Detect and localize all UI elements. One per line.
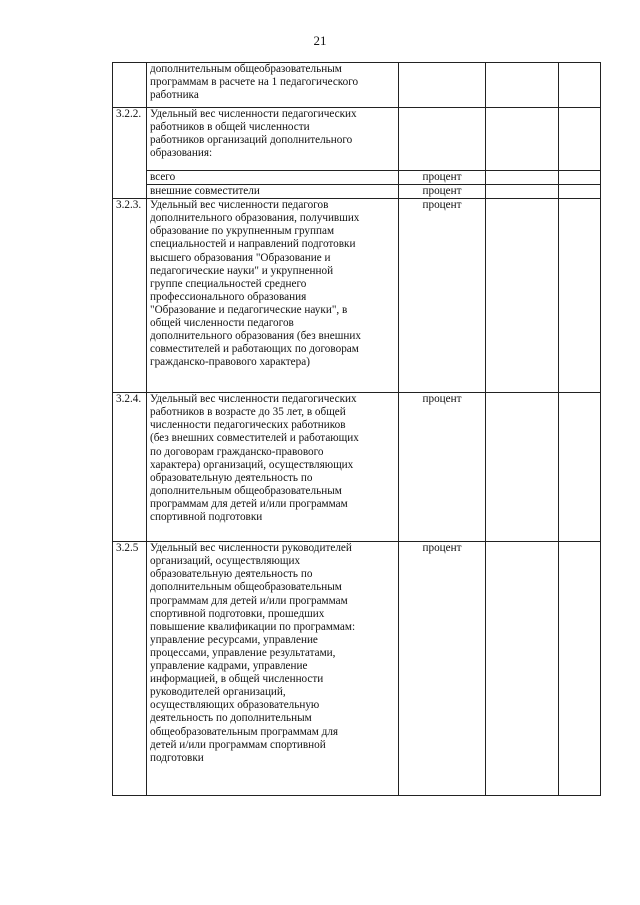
description-line: управление ресурсами, управление [150, 633, 318, 646]
value-cell [559, 108, 601, 171]
description-line: дополнительным общеобразовательным [150, 581, 342, 594]
value-cell [559, 185, 601, 199]
value-cell [486, 108, 559, 171]
description-line: работника [150, 89, 199, 102]
value-cell [559, 171, 601, 185]
description-line: процессами, управление результатами, [150, 646, 336, 659]
description-line: программам для детей и/или программам [150, 594, 348, 607]
value-cell [559, 199, 601, 393]
page-number: 21 [313, 33, 327, 48]
description-line: Удельный вес численности педагогических [150, 108, 357, 120]
description-line: повышение квалификации по программам: [150, 620, 356, 633]
description-line: образование по укрупненным группам [150, 225, 335, 238]
value-cell [486, 185, 559, 199]
indicator-number: 3.2.4. [113, 393, 147, 542]
description-line: организаций, осуществляющих [150, 555, 301, 568]
description-line: дополнительным общеобразовательным [150, 484, 342, 497]
sub-indicator-label: всего [147, 171, 399, 185]
description-line: профессионального образования [150, 290, 307, 303]
unit-cell: процент [399, 393, 486, 542]
table-row [113, 171, 601, 185]
description-line: работников в общей численности [150, 121, 310, 134]
description-line: специальностей и направлений подготовки [150, 238, 356, 251]
indicator-description [147, 63, 399, 108]
sub-indicator-label: внешние совместители [147, 185, 399, 199]
description-line: Удельный вес численности педагогических [150, 393, 357, 406]
description-line: характера) организаций, осуществляющих [150, 458, 354, 471]
table-row [113, 108, 601, 171]
value-cell [486, 393, 559, 542]
value-cell [486, 63, 559, 108]
value-cell [559, 393, 601, 542]
indicator-number: 3.2.5 [113, 542, 147, 796]
description-line: общеобразовательным программам для [150, 725, 339, 738]
indicators-table [112, 62, 601, 796]
unit-cell [399, 108, 486, 171]
table-row [113, 199, 601, 393]
description-line: спортивной подготовки, прошедших [150, 607, 325, 620]
indicator-description [147, 199, 399, 393]
table-row [113, 393, 601, 542]
description-line: осуществляющих образовательную [150, 699, 320, 712]
description-line: дополнительным общеобразовательным [150, 63, 342, 75]
description-line: информацией, в общей численности [150, 673, 324, 686]
description-line: гражданско-правового характера) [150, 356, 310, 369]
description-line: образовательную деятельность по [150, 568, 313, 581]
description-line: (без внешних совместителей и работающих [150, 432, 359, 445]
description-line: высшего образования "Образование и [150, 251, 331, 264]
value-cell [559, 542, 601, 796]
description-line: "Образование и педагогические науки", в [150, 303, 348, 316]
indicator-description [147, 542, 399, 796]
indicator-number: 3.2.3. [113, 199, 147, 393]
description-line: подготовки [150, 751, 204, 764]
value-cell [559, 63, 601, 108]
description-line: Удельный вес численности педагогов [150, 199, 329, 212]
description-line: дополнительного образования, получивших [150, 212, 360, 225]
unit-cell: процент [399, 171, 486, 185]
description-line: спортивной подготовки [150, 511, 263, 524]
description-line: программам в расчете на 1 педагогического [150, 76, 359, 89]
value-cell [486, 171, 559, 185]
table-row [113, 63, 601, 108]
indicator-number [113, 63, 147, 108]
description-line: работников в возрасте до 35 лет, в общей [150, 406, 346, 419]
description-line: деятельность по дополнительным [150, 712, 312, 725]
description-line: образования: [150, 147, 213, 160]
value-cell [486, 542, 559, 796]
description-line: совместителей и работающих по договорам [150, 343, 359, 356]
value-cell [486, 199, 559, 393]
description-line: управление кадрами, управление [150, 660, 308, 673]
table-row [113, 185, 601, 199]
unit-cell [399, 63, 486, 108]
indicator-description [147, 108, 399, 171]
description-line: численности педагогических работников [150, 419, 346, 432]
description-line: группе специальностей среднего [150, 277, 307, 290]
description-line: общей численности педагогов [150, 317, 294, 330]
indicator-description [147, 393, 399, 542]
unit-cell: процент [399, 542, 486, 796]
description-line: программам для детей и/или программам [150, 497, 348, 510]
indicator-number: 3.2.2. [113, 108, 147, 199]
description-line: Удельный вес численности руководителей [150, 542, 352, 555]
description-line: детей и/или программам спортивной [150, 738, 326, 751]
table-row [113, 542, 601, 796]
unit-cell: процент [399, 185, 486, 199]
description-line: дополнительного образования (без внешних [150, 330, 361, 343]
description-line: руководителей организаций, [150, 686, 286, 699]
description-line: работников организаций дополнительного [150, 134, 353, 147]
unit-cell: процент [399, 199, 486, 393]
description-line: по договорам гражданско-правового [150, 445, 324, 458]
description-line: образовательную деятельность по [150, 471, 313, 484]
description-line: педагогические науки" и укрупненной [150, 264, 334, 277]
